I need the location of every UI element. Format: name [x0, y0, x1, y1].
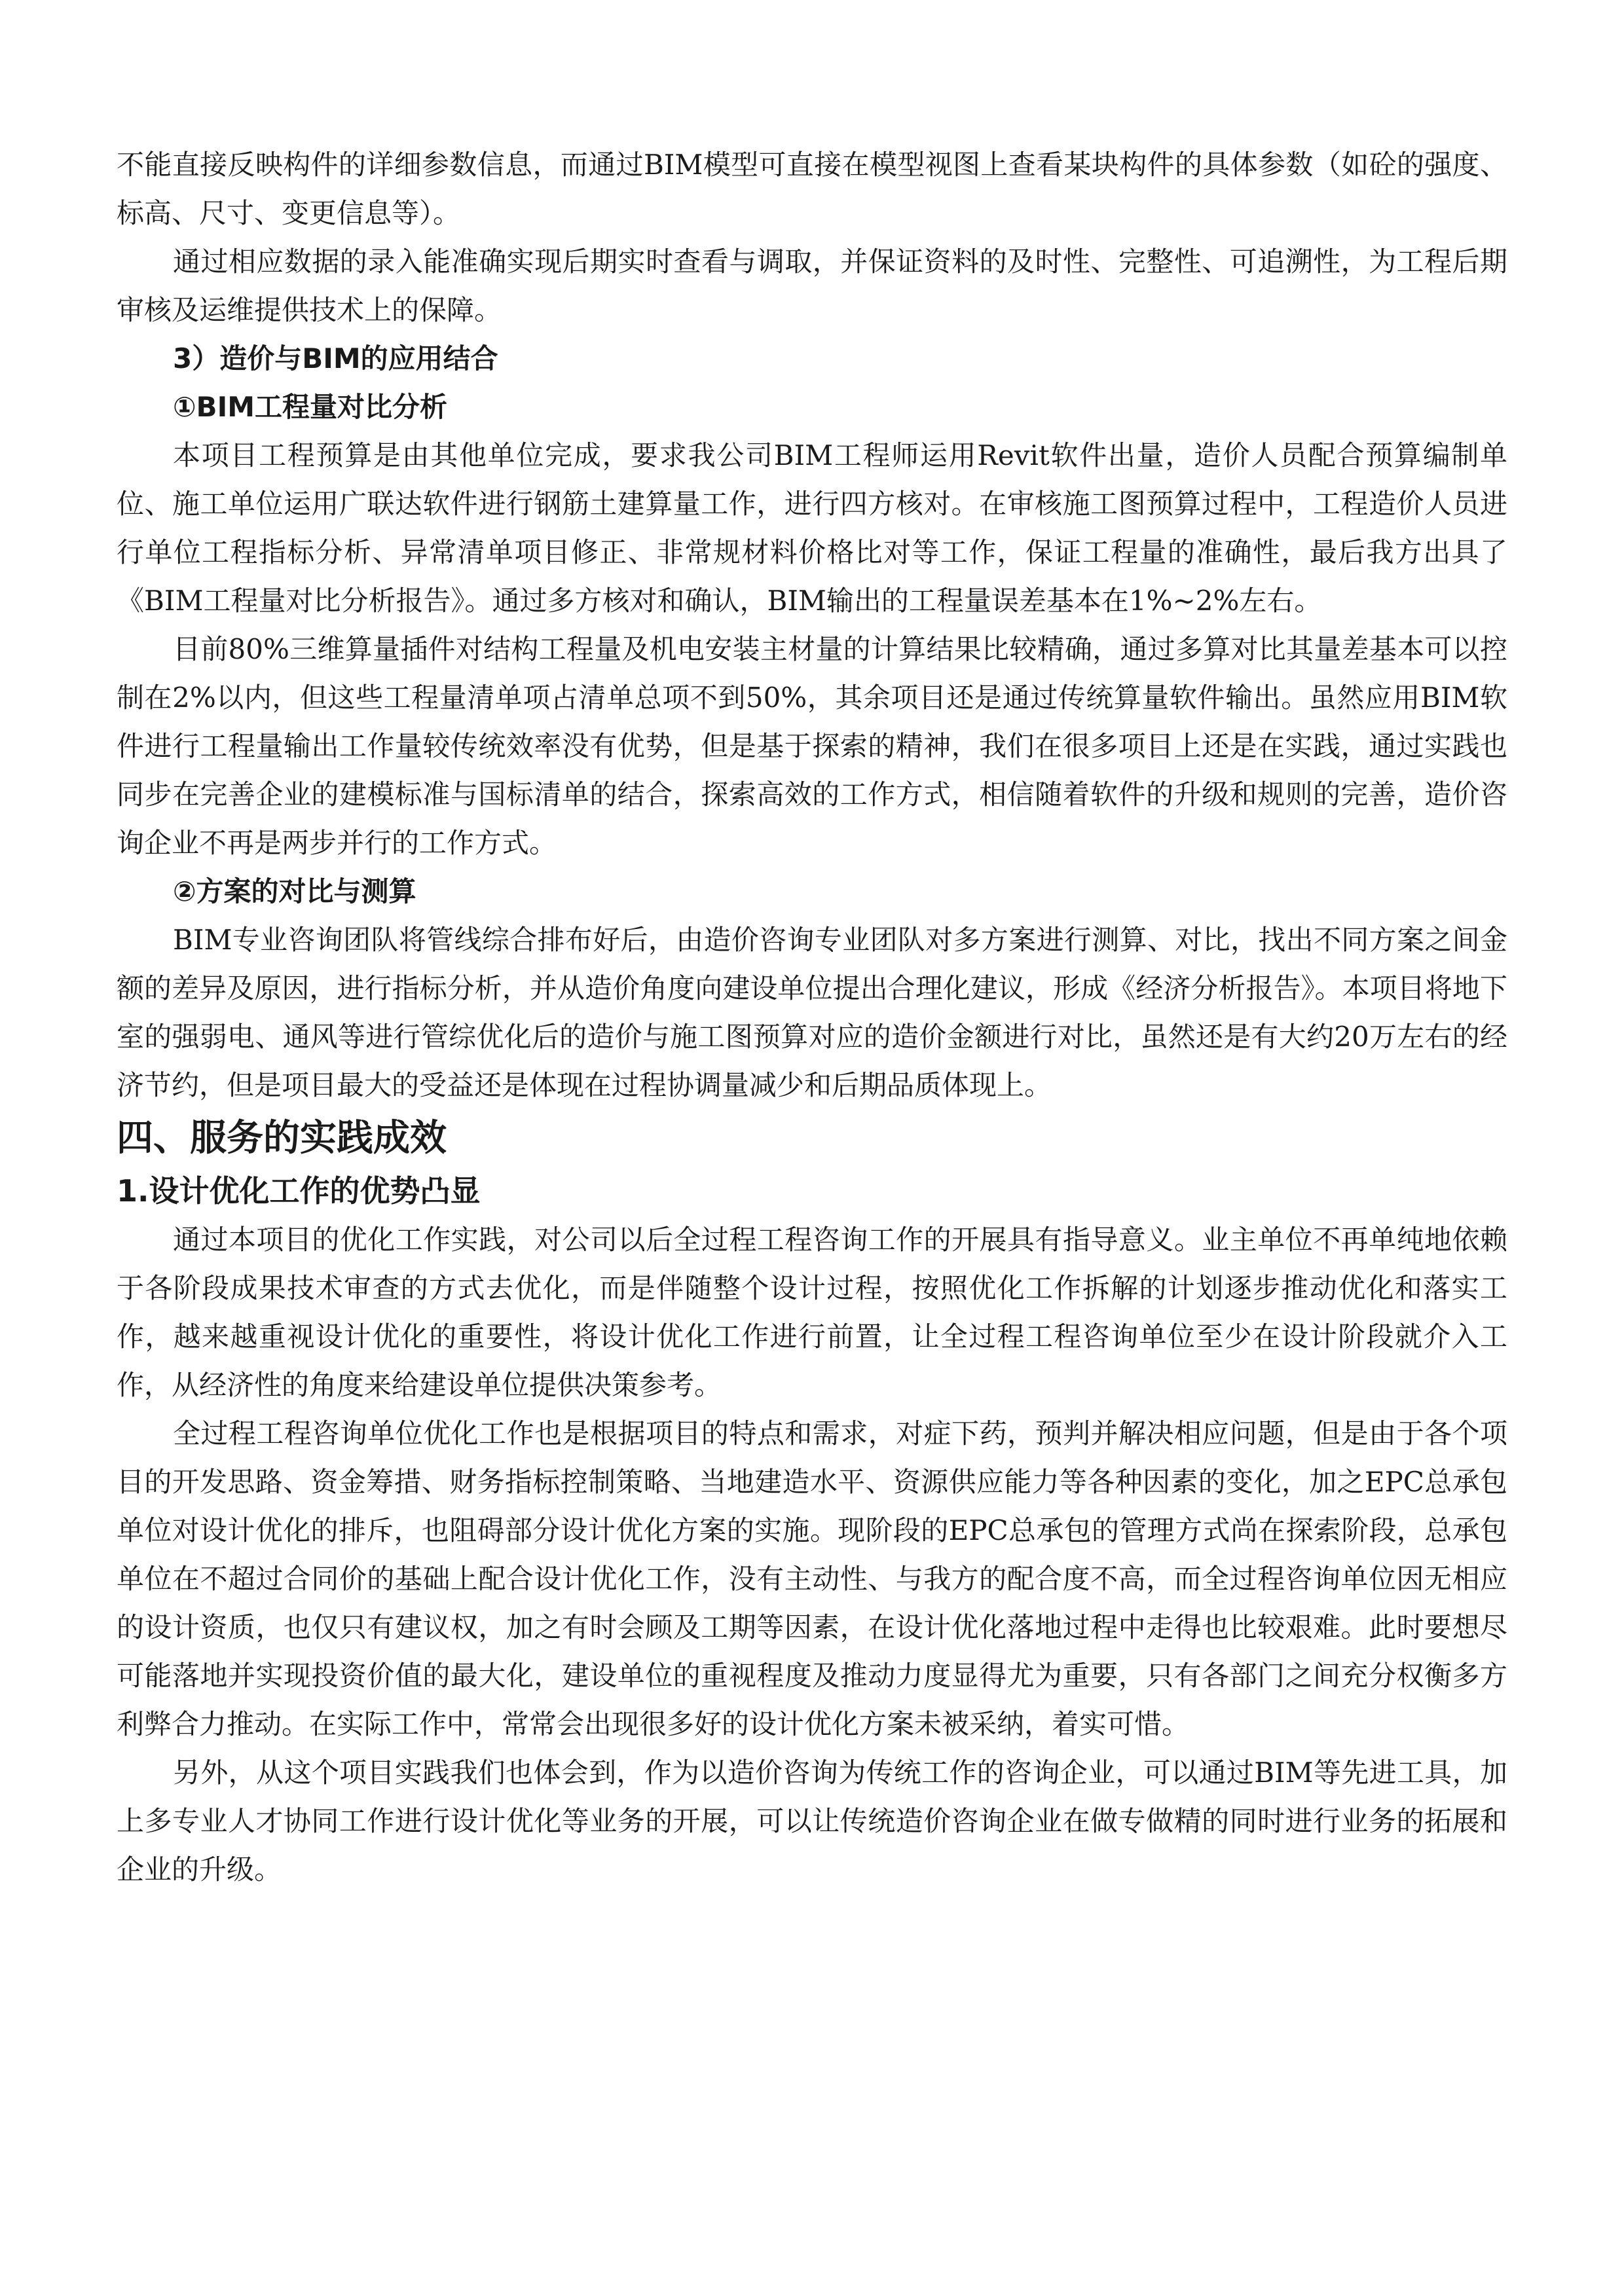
- paragraph-bim-parameters: 不能直接反映构件的详细参数信息，而通过BIM模型可直接在模型视图上查看某块构件的具体参数（如砼的强度、标高、尺寸、变更信息等）。: [117, 149, 1507, 229]
- paragraph-optimization-conclusion: 另外，从这个项目实践我们也体会到，作为以造价咨询为传统工作的咨询企业，可以通过BIM等先进工具，加上多专业人才协同工作进行设计优化等业务的开展，可以让传统造价咨询企业在做专做精的同时进行业务的拓展和企业的升级。: [117, 1757, 1507, 1886]
- subsection-heading-quantity-comparison: ①BIM工程量对比分析: [173, 391, 447, 423]
- paragraph-current-status: 目前80%三维算量插件对结构工程量及机电安装主材量的计算结果比较精确，通过多算对比其量差基本可以控制在2%以内，但这些工程量清单项占清单总项不到50%，其余项目还是通过传统算量软件输出。虽然应用BIM软件进行工程量输出工作量较传统效率没有优势，但是基于探索的精神，我们在很多项目上还是在实践，通过实践也同步在完善企业的建模标准与国标清单的结合，探索高效的工作方式，相信随着软件的升级和规则的完善，造价咨询企业不再是两步并行的工作方式。: [117, 633, 1507, 859]
- document-body: [117, 141, 1507, 1894]
- paragraph-data-entry: 通过相应数据的录入能准确实现后期实时查看与调取，并保证资料的及时性、完整性、可追溯性，为工程后期审核及运维提供技术上的保障。: [117, 246, 1507, 326]
- section-heading-cost-bim: 3）造价与BIM的应用结合: [173, 342, 498, 374]
- subsection-heading-scheme-comparison: ②方案的对比与测算: [173, 875, 416, 907]
- paragraph-optimization-challenges: 全过程工程咨询单位优化工作也是根据项目的特点和需求，对症下药，预判并解决相应问题，但是由于各个项目的开发思路、资金筹措、财务指标控制策略、当地建造水平、资源供应能力等各种因素的变化，加之EPC总承包单位对设计优化的排斥，也阻碍部分设计优化方案的实施。现阶段的EPC总承包的管理方式尚在探索阶段，总承包单位在不超过合同价的基础上配合设计优化工作，没有主动性、与我方的配合度不高，而全过程咨询单位因无相应的设计资质，也仅只有建议权，加之有时会顾及工期等因素，在设计优化落地过程中走得也比较艰难。此时要想尽可能落地并实现投资价值的最大化，建设单位的重视程度及推动力度显得尤为重要，只有各部门之间充分权衡多方利弊合力推动。在实际工作中，常常会出现很多好的设计优化方案未被采纳，着实可惜。: [117, 1417, 1507, 1740]
- section-heading-design-optimization: 1.设计优化工作的优势凸显: [117, 1173, 481, 1209]
- paragraph-optimization-practice: 通过本项目的优化工作实践，对公司以后全过程工程咨询工作的开展具有指导意义。业主单位不再单纯地依赖于各阶段成果技术审查的方式去优化，而是伴随整个设计过程，按照优化工作拆解的计划逐步推动优化和落实工作，越来越重视设计优化的重要性，将设计优化工作进行前置，让全过程工程咨询单位至少在设计阶段就介入工作，从经济性的角度来给建设单位提供决策参考。: [117, 1224, 1507, 1401]
- chapter-heading-service-results: 四、服务的实践成效: [117, 1117, 447, 1159]
- paragraph-scheme-analysis: BIM专业咨询团队将管线综合排布好后，由造价咨询专业团队对多方案进行测算、对比，找出不同方案之间金额的差异及原因，进行指标分析，并从造价角度向建设单位提出合理化建议，形成《经济分析报告》。本项目将地下室的强弱电、通风等进行管综优化后的造价与施工图预算对应的造价金额进行对比，虽然还是有大约20万左右的经济节约，但是项目最大的受益还是体现在过程协调量减少和后期品质体现上。: [117, 924, 1507, 1101]
- paragraph-budget: 本项目工程预算是由其他单位完成，要求我公司BIM工程师运用Revit软件出量，造价人员配合预算编制单位、施工单位运用广联达软件进行钢筋土建算量工作，进行四方核对。在审核施工图预算过程中，工程造价人员进行单位工程指标分析、异常清单项目修正、非常规材料价格比对等工作，保证工程量的准确性，最后我方出具了《BIM工程量对比分析报告》。通过多方核对和确认，BIM输出的工程量误差基本在1%~2%左右。: [117, 439, 1507, 617]
